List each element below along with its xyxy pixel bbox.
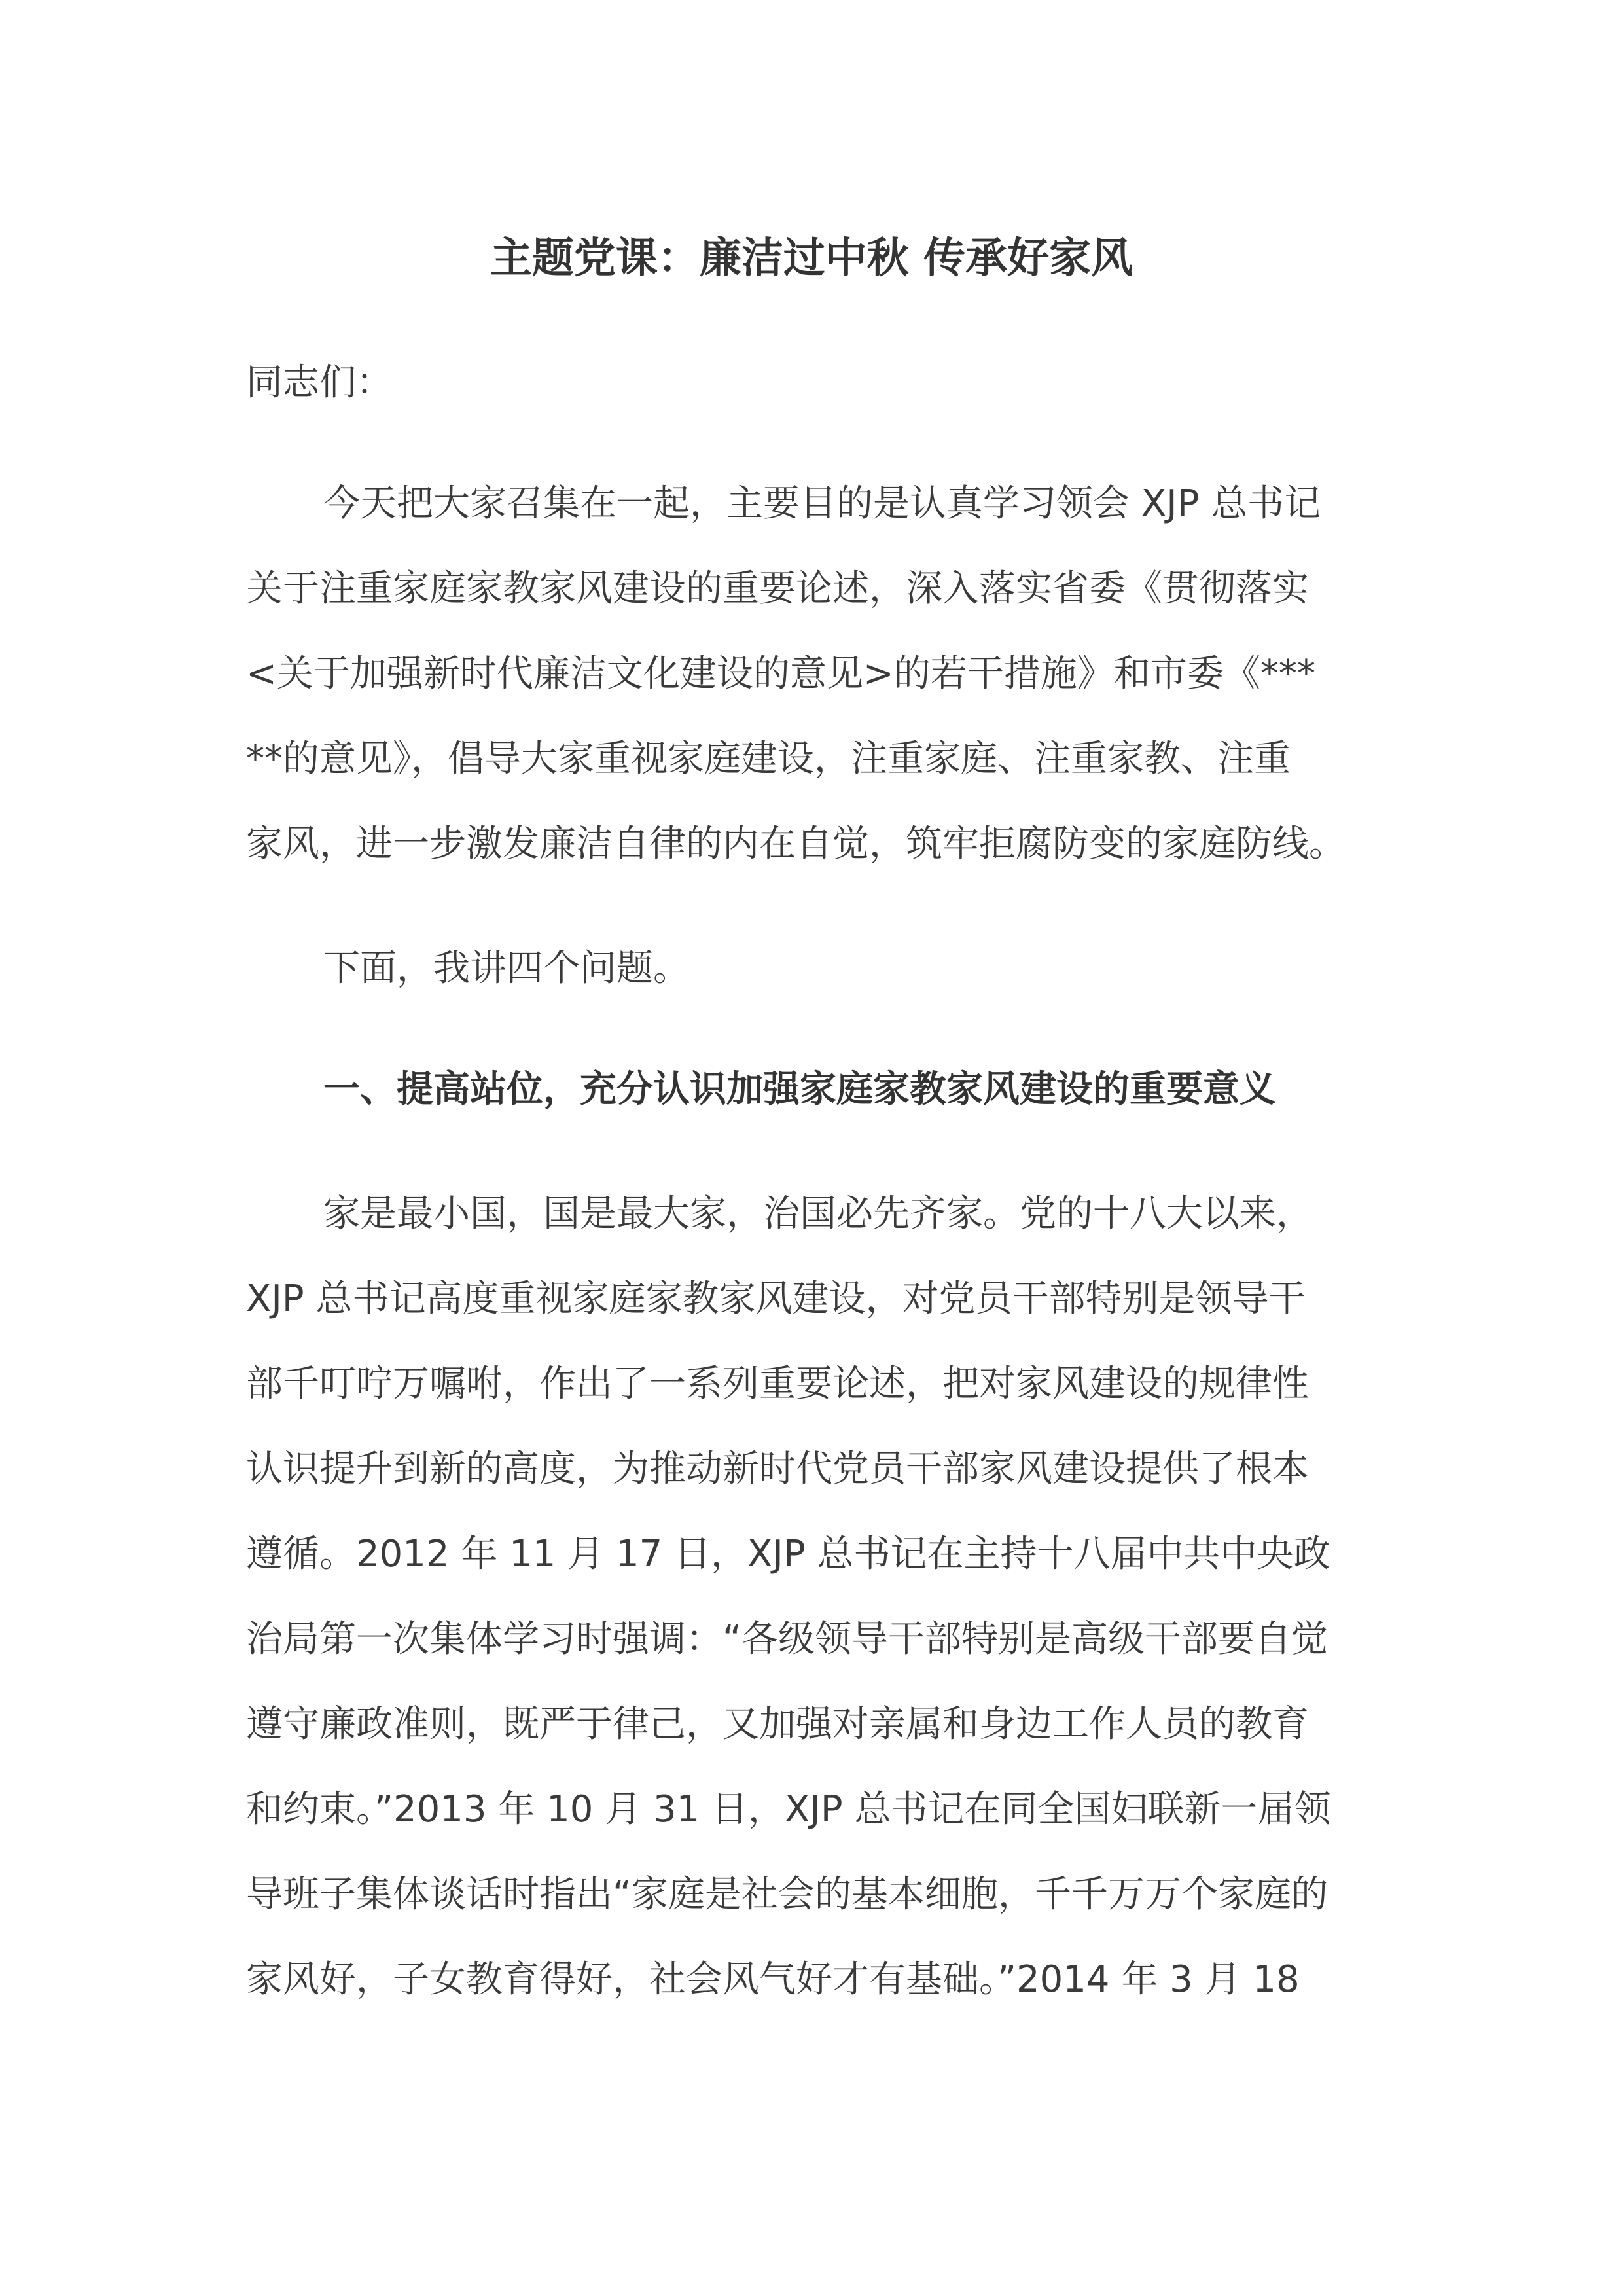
intro-line: 今天把大家召集在一起，主要目的是认真学习领会 XJP 总书记 — [323, 482, 1321, 525]
section-1-line: XJP 总书记高度重视家庭家教家风建设，对党员干部特别是领导干 — [246, 1278, 1306, 1320]
section-1-line: 部千叮咛万嘱咐，作出了一系列重要论述，把对家风建设的规律性 — [246, 1363, 1309, 1405]
section-1-line: 遵循。2012 年 11 月 17 日，XJP 总书记在主持十八届中共中央政 — [246, 1533, 1330, 1575]
section-1-line: 遵守廉政准则，既严于律己，又加强对亲属和身边工作人员的教育 — [246, 1703, 1309, 1746]
transition-paragraph — [246, 926, 1391, 1011]
section-1-heading: 一、提高站位，充分认识加强家庭家教家风建设的重要意义 — [323, 1068, 1276, 1111]
section-1-line: 导班子集体谈话时指出“家庭是社会的基本细胞，千千万万个家庭的 — [246, 1873, 1329, 1916]
transition-line: 下面，我讲四个问题。 — [323, 947, 690, 990]
section-1-line: 家是最小国，国是最大家，治国必先齐家。党的十八大以来， — [323, 1193, 1313, 1235]
section-1-line: 家风好，子女教育得好，社会风气好才有基础。”2014 年 3 月 18 — [246, 1958, 1300, 2001]
intro-line: <关于加强新时代廉洁文化建设的意见>的若干措施》和市委《*** — [246, 653, 1315, 695]
section-1-line: 和约束。”2013 年 10 月 31 日，XJP 总书记在同全国妇联新一届领 — [246, 1788, 1331, 1831]
intro-line: **的意见》，倡导大家重视家庭建设，注重家庭、注重家教、注重 — [246, 738, 1291, 780]
section-1-line: 认识提升到新的高度，为推动新时代党员干部家风建设提供了根本 — [246, 1448, 1309, 1490]
section-1-line: 治局第一次集体学习时强调：“各级领导干部特别是高级干部要自觉 — [246, 1618, 1329, 1660]
section-1-paragraph — [246, 1172, 1391, 2022]
intro-line: 家风，进一步激发廉洁自律的内在自觉，筑牢拒腐防变的家庭防线。 — [246, 823, 1346, 865]
document-title: 主题党课：廉洁过中秋 传承好家风 — [490, 234, 1133, 283]
intro-paragraph — [246, 461, 1391, 887]
intro-line: 关于注重家庭家教家风建设的重要论述，深入落实省委《贯彻落实 — [246, 567, 1309, 610]
salutation-block — [246, 340, 1391, 425]
section-1-heading-block — [246, 1047, 1391, 1132]
salutation: 同志们： — [246, 361, 393, 404]
